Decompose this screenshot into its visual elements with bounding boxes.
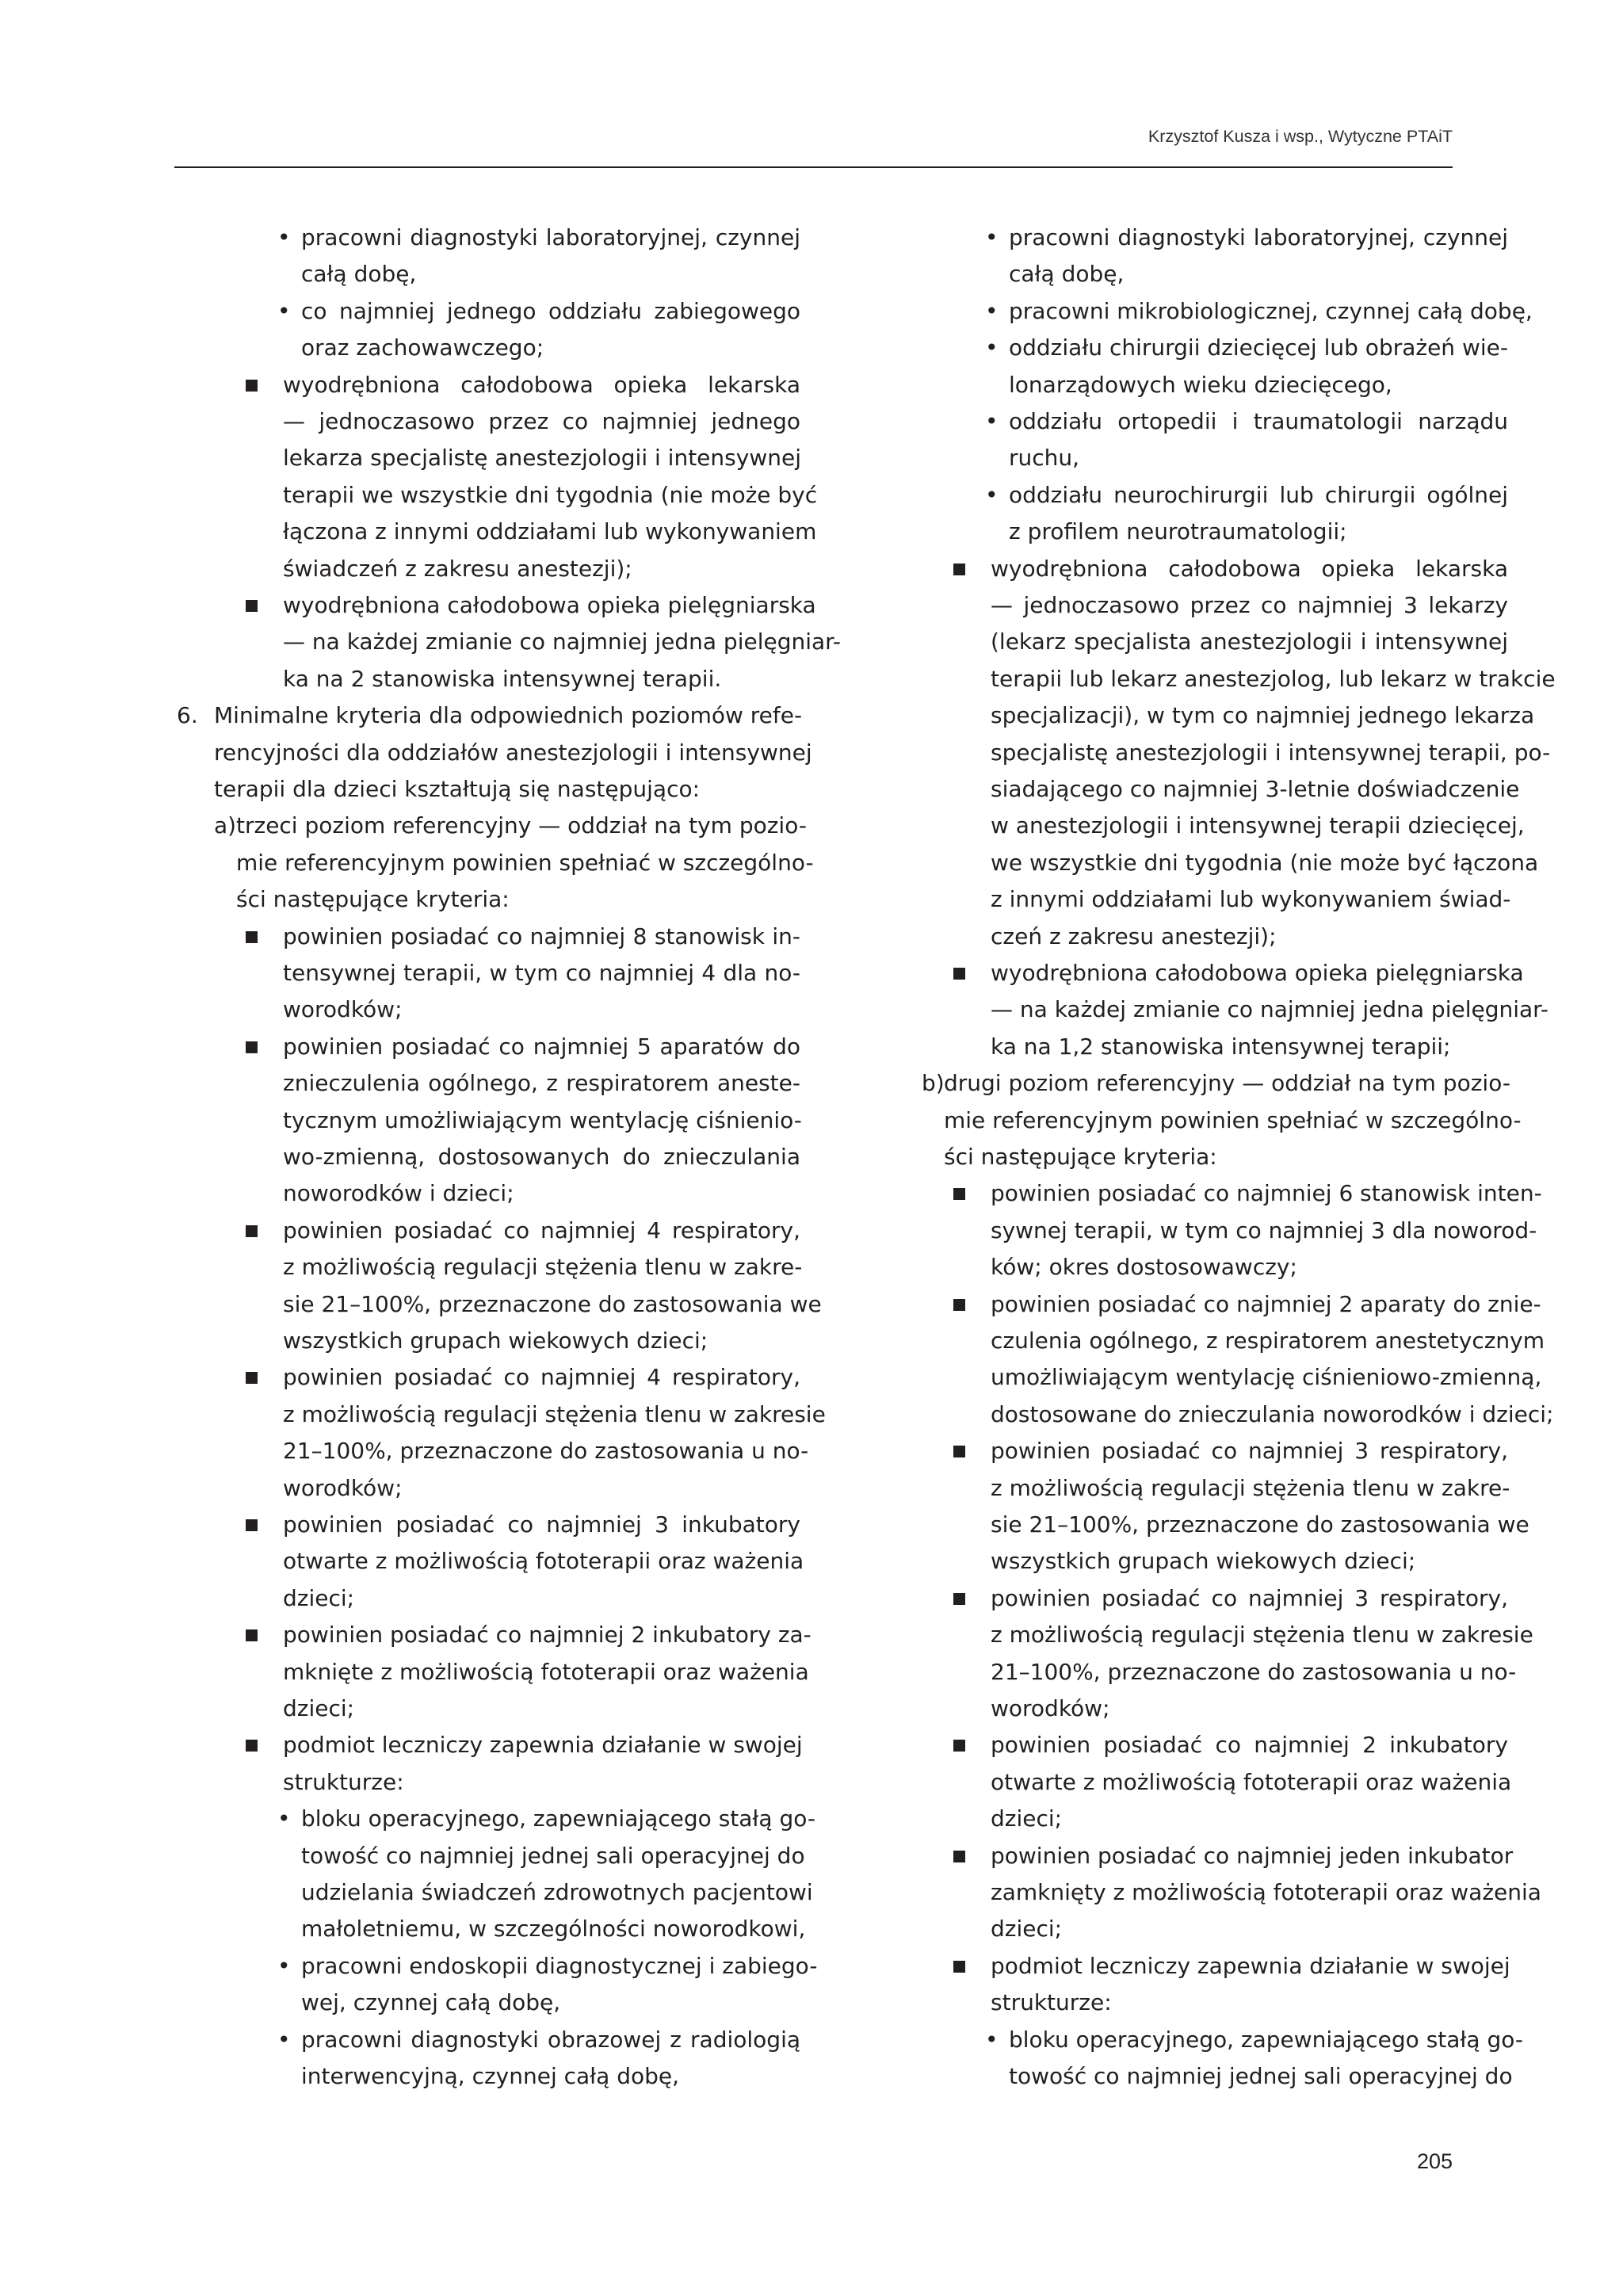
text-line: tycznym umożliwiającym wentylację ciśnienio- (283, 1107, 802, 1133)
text-line: znieczulenia ogólnego, z respiratorem aneste- (283, 1070, 800, 1096)
text-line: z możliwością regulacji stężenia tlenu w zakre- (283, 1254, 803, 1280)
square-bullet-icon (246, 1225, 258, 1237)
text-line: powinien posiadać co najmniej 8 stanowisk in- (283, 923, 800, 949)
square-bullet-icon (246, 1740, 258, 1752)
text-line: bloku operacyjnego, zapewniającego stałą go- (301, 1805, 815, 1832)
text-line: wyodrębniona całodobowa opieka pielęgniarska (283, 592, 816, 618)
text-line: strukturze: (991, 1989, 1112, 2015)
text-line: wyodrębniona całodobowa opieka pielęgniarska (991, 960, 1524, 986)
text-line: mie referencyjnym powinien spełniać w szczególno- (944, 1107, 1522, 1133)
text-line: dzieci; (283, 1585, 355, 1611)
square-bullet-icon (246, 1372, 258, 1384)
text-line: z możliwością regulacji stężenia tlenu w zakresie (283, 1401, 826, 1427)
page-number: 205 (1416, 2149, 1453, 2173)
text-line: ków; okres dostosowawczy; (991, 1254, 1297, 1280)
text-line: trzeci poziom referencyjny — oddział na tym pozio- (236, 812, 807, 839)
text-line: zamknięty z możliwością fototerapii oraz ważenia (991, 1879, 1541, 1905)
text-line: z możliwością regulacji stężenia tlenu w zakre- (991, 1475, 1510, 1501)
text-line: ści następujące kryteria: (944, 1144, 1217, 1170)
text-line: siadającego co najmniej 3-letnie doświadczenie (991, 776, 1520, 802)
text-line: — na każdej zmianie co najmniej jedna pielęgniar- (283, 628, 841, 655)
text-line: pracowni diagnostyki obrazowej z radiologią (301, 2027, 800, 2053)
text-line: tensywnej terapii, w tym co najmniej 4 dla no- (283, 960, 800, 986)
text-line: pracowni diagnostyki laboratoryjnej, czynnej (301, 224, 800, 250)
text-line: pracowni diagnostyki laboratoryjnej, czynnej (1009, 224, 1508, 250)
square-bullet-icon (246, 1041, 258, 1053)
text-line: towość co najmniej jednej sali operacyjnej do (301, 1843, 805, 1869)
square-bullet-icon (246, 1629, 258, 1641)
text-line: noworodków i dzieci; (283, 1180, 514, 1206)
text-line: Minimalne kryteria dla odpowiednich poziomów refe- (214, 702, 803, 728)
text-line: z możliwością regulacji stężenia tlenu w zakresie (991, 1622, 1533, 1648)
square-bullet-icon (246, 1519, 258, 1531)
text-line: w anestezjologii i intensywnej terapii dziecięcej, (991, 812, 1525, 839)
text-line: wej, czynnej całą dobę, (301, 1989, 561, 2015)
text-line: całą dobę, (301, 261, 417, 287)
text-line: powinien posiadać co najmniej 3 respiratory, (991, 1438, 1508, 1464)
text-line: podmiot leczniczy zapewnia działanie w swojej (991, 1953, 1510, 1979)
text-line: całą dobę, (1009, 261, 1125, 287)
text-line: wyodrębniona całodobowa opieka lekarska (283, 372, 800, 398)
text-line: — jednoczasowo przez co najmniej jednego (283, 408, 800, 434)
text-line: pracowni mikrobiologicznej, czynnej całą dobę, (1009, 298, 1533, 324)
text-line: sie 21–100%, przeznaczone do zastosowania we (283, 1291, 822, 1317)
text-line: specjalistę anestezjologii i intensywnej terapii, po- (991, 739, 1551, 766)
square-bullet-icon (953, 1593, 965, 1605)
text-line: powinien posiadać co najmniej 3 respiratory, (991, 1585, 1508, 1611)
square-bullet-icon (246, 380, 258, 392)
dot-bullet-icon: • (985, 408, 999, 434)
text-line: powinien posiadać co najmniej jeden inkubator (991, 1843, 1514, 1869)
text-line: dzieci; (991, 1805, 1063, 1832)
text-line: z profilem neurotraumatologii; (1009, 518, 1347, 544)
text-line: powinien posiadać co najmniej 4 respiratory, (283, 1364, 800, 1390)
text-line: otwarte z możliwością fototerapii oraz ważenia (991, 1769, 1512, 1795)
text-line: pracowni endoskopii diagnostycznej i zabiego- (301, 1953, 818, 1979)
square-bullet-icon (953, 1740, 965, 1752)
text-line: 21–100%, przeznaczone do zastosowania u no- (991, 1659, 1517, 1685)
text-line: czulenia ogólnego, z respiratorem anestetycznym (991, 1328, 1545, 1354)
dot-bullet-icon: • (277, 224, 291, 250)
text-line: powinien posiadać co najmniej 2 aparaty do znie- (991, 1291, 1541, 1317)
text-line: mie referencyjnym powinien spełniać w szczególno- (236, 850, 814, 876)
text-line: wszystkich grupach wiekowych dzieci; (283, 1328, 708, 1354)
text-line: — jednoczasowo przez co najmniej 3 lekarzy (991, 592, 1508, 618)
text-line: udzielania świadczeń zdrowotnych pacjentowi (301, 1879, 813, 1905)
text-line: oddziału chirurgii dziecięcej lub obrażeń wie- (1009, 334, 1508, 361)
text-line: — na każdej zmianie co najmniej jedna pielęgniar- (991, 996, 1549, 1022)
square-bullet-icon (246, 931, 258, 943)
text-line: powinien posiadać co najmniej 4 respiratory, (283, 1217, 800, 1244)
text-line: łączona z innymi oddziałami lub wykonywaniem (283, 518, 817, 544)
text-line: specjalizacji), w tym co najmniej jednego lekarza (991, 702, 1535, 728)
text-line: terapii we wszystkie dni tygodnia (nie może być (283, 482, 818, 508)
text-line: powinien posiadać co najmniej 2 inkubatory (991, 1732, 1508, 1758)
dot-bullet-icon: • (985, 224, 999, 250)
list-marker: b) (922, 1070, 945, 1096)
dot-bullet-icon: • (985, 482, 999, 508)
text-line: ka na 1,2 stanowiska intensywnej terapii; (991, 1033, 1451, 1060)
text-line: (lekarz specjalista anestezjologii i intensywnej (991, 628, 1508, 655)
text-line: oddziału neurochirurgii lub chirurgii ogólnej (1009, 482, 1508, 508)
running-head: Krzysztof Kusza i wsp., Wytyczne PTAiT (1148, 127, 1453, 146)
text-line: z innymi oddziałami lub wykonywaniem świad- (991, 886, 1511, 912)
text-line: 21–100%, przeznaczone do zastosowania u no- (283, 1438, 809, 1464)
square-bullet-icon (953, 1188, 965, 1200)
text-line: umożliwiającym wentylację ciśnieniowo-zmienną, (991, 1364, 1542, 1390)
dot-bullet-icon: • (277, 298, 291, 324)
text-line: wyodrębniona całodobowa opieka lekarska (991, 556, 1508, 582)
text-line: oddziału ortopedii i traumatologii narządu (1009, 408, 1508, 434)
text-line: czeń z zakresu anestezji); (991, 923, 1277, 949)
text-line: co najmniej jednego oddziału zabiegowego (301, 298, 800, 324)
header-rule (174, 166, 1453, 168)
square-bullet-icon (953, 1851, 965, 1862)
text-line: towość co najmniej jednej sali operacyjnej do (1009, 2063, 1513, 2089)
list-marker: a) (214, 812, 237, 839)
text-line: wo-zmienną, dostosowanych do znieczulania (283, 1144, 800, 1170)
dot-bullet-icon: • (985, 298, 999, 324)
text-line: powinien posiadać co najmniej 6 stanowisk inten- (991, 1180, 1542, 1206)
text-line: świadczeń z zakresu anestezji); (283, 556, 632, 582)
square-bullet-icon (953, 968, 965, 980)
text-line: ści następujące kryteria: (236, 886, 510, 912)
text-line: ka na 2 stanowiska intensywnej terapii. (283, 666, 722, 692)
text-line: worodków; (991, 1695, 1110, 1721)
list-marker: 6. (177, 702, 198, 728)
text-line: worodków; (283, 996, 403, 1022)
text-line: worodków; (283, 1475, 403, 1501)
text-line: dostosowane do znieczulania noworodków i dzieci; (991, 1401, 1554, 1427)
text-line: interwencyjną, czynnej całą dobę, (301, 2063, 679, 2089)
dot-bullet-icon: • (277, 2027, 291, 2053)
text-line: ruchu, (1009, 445, 1080, 471)
dot-bullet-icon: • (277, 1805, 291, 1832)
text-line: otwarte z możliwością fototerapii oraz ważenia (283, 1548, 804, 1574)
text-line: powinien posiadać co najmniej 3 inkubatory (283, 1511, 800, 1538)
dot-bullet-icon: • (985, 2027, 999, 2053)
text-line: rencyjności dla oddziałów anestezjologii i intensywnej (214, 739, 812, 766)
square-bullet-icon (953, 1961, 965, 1973)
text-line: bloku operacyjnego, zapewniającego stałą go- (1009, 2027, 1523, 2053)
square-bullet-icon (953, 1299, 965, 1311)
text-line: drugi poziom referencyjny — oddział na tym pozio- (944, 1070, 1510, 1096)
text-line: małoletniemu, w szczególności noworodkowi, (301, 1916, 806, 1942)
text-line: strukturze: (283, 1769, 404, 1795)
dot-bullet-icon: • (277, 1953, 291, 1979)
text-line: dzieci; (283, 1695, 355, 1721)
text-line: sie 21–100%, przeznaczone do zastosowania we (991, 1511, 1529, 1538)
text-line: powinien posiadać co najmniej 5 aparatów do (283, 1033, 800, 1060)
text-line: wszystkich grupach wiekowych dzieci; (991, 1548, 1416, 1574)
text-line: terapii lub lekarz anestezjolog, lub lekarz w trakcie (991, 666, 1556, 692)
square-bullet-icon (953, 1446, 965, 1457)
text-line: oraz zachowawczego; (301, 334, 544, 361)
text-line: dzieci; (991, 1916, 1063, 1942)
dot-bullet-icon: • (985, 334, 999, 361)
text-line: we wszystkie dni tygodnia (nie może być łączona (991, 850, 1539, 876)
text-line: lekarza specjalistę anestezjologii i intensywnej (283, 445, 801, 471)
text-line: mknięte z możliwością fototerapii oraz ważenia (283, 1659, 809, 1685)
text-line: podmiot leczniczy zapewnia działanie w swojej (283, 1732, 803, 1758)
text-line: powinien posiadać co najmniej 2 inkubatory za- (283, 1622, 812, 1648)
text-line: terapii dla dzieci kształtują się następująco: (214, 776, 701, 802)
text-line: lonarządowych wieku dziecięcego, (1009, 372, 1392, 398)
text-line: sywnej terapii, w tym co najmniej 3 dla noworod- (991, 1217, 1537, 1244)
square-bullet-icon (246, 600, 258, 612)
square-bullet-icon (953, 563, 965, 575)
